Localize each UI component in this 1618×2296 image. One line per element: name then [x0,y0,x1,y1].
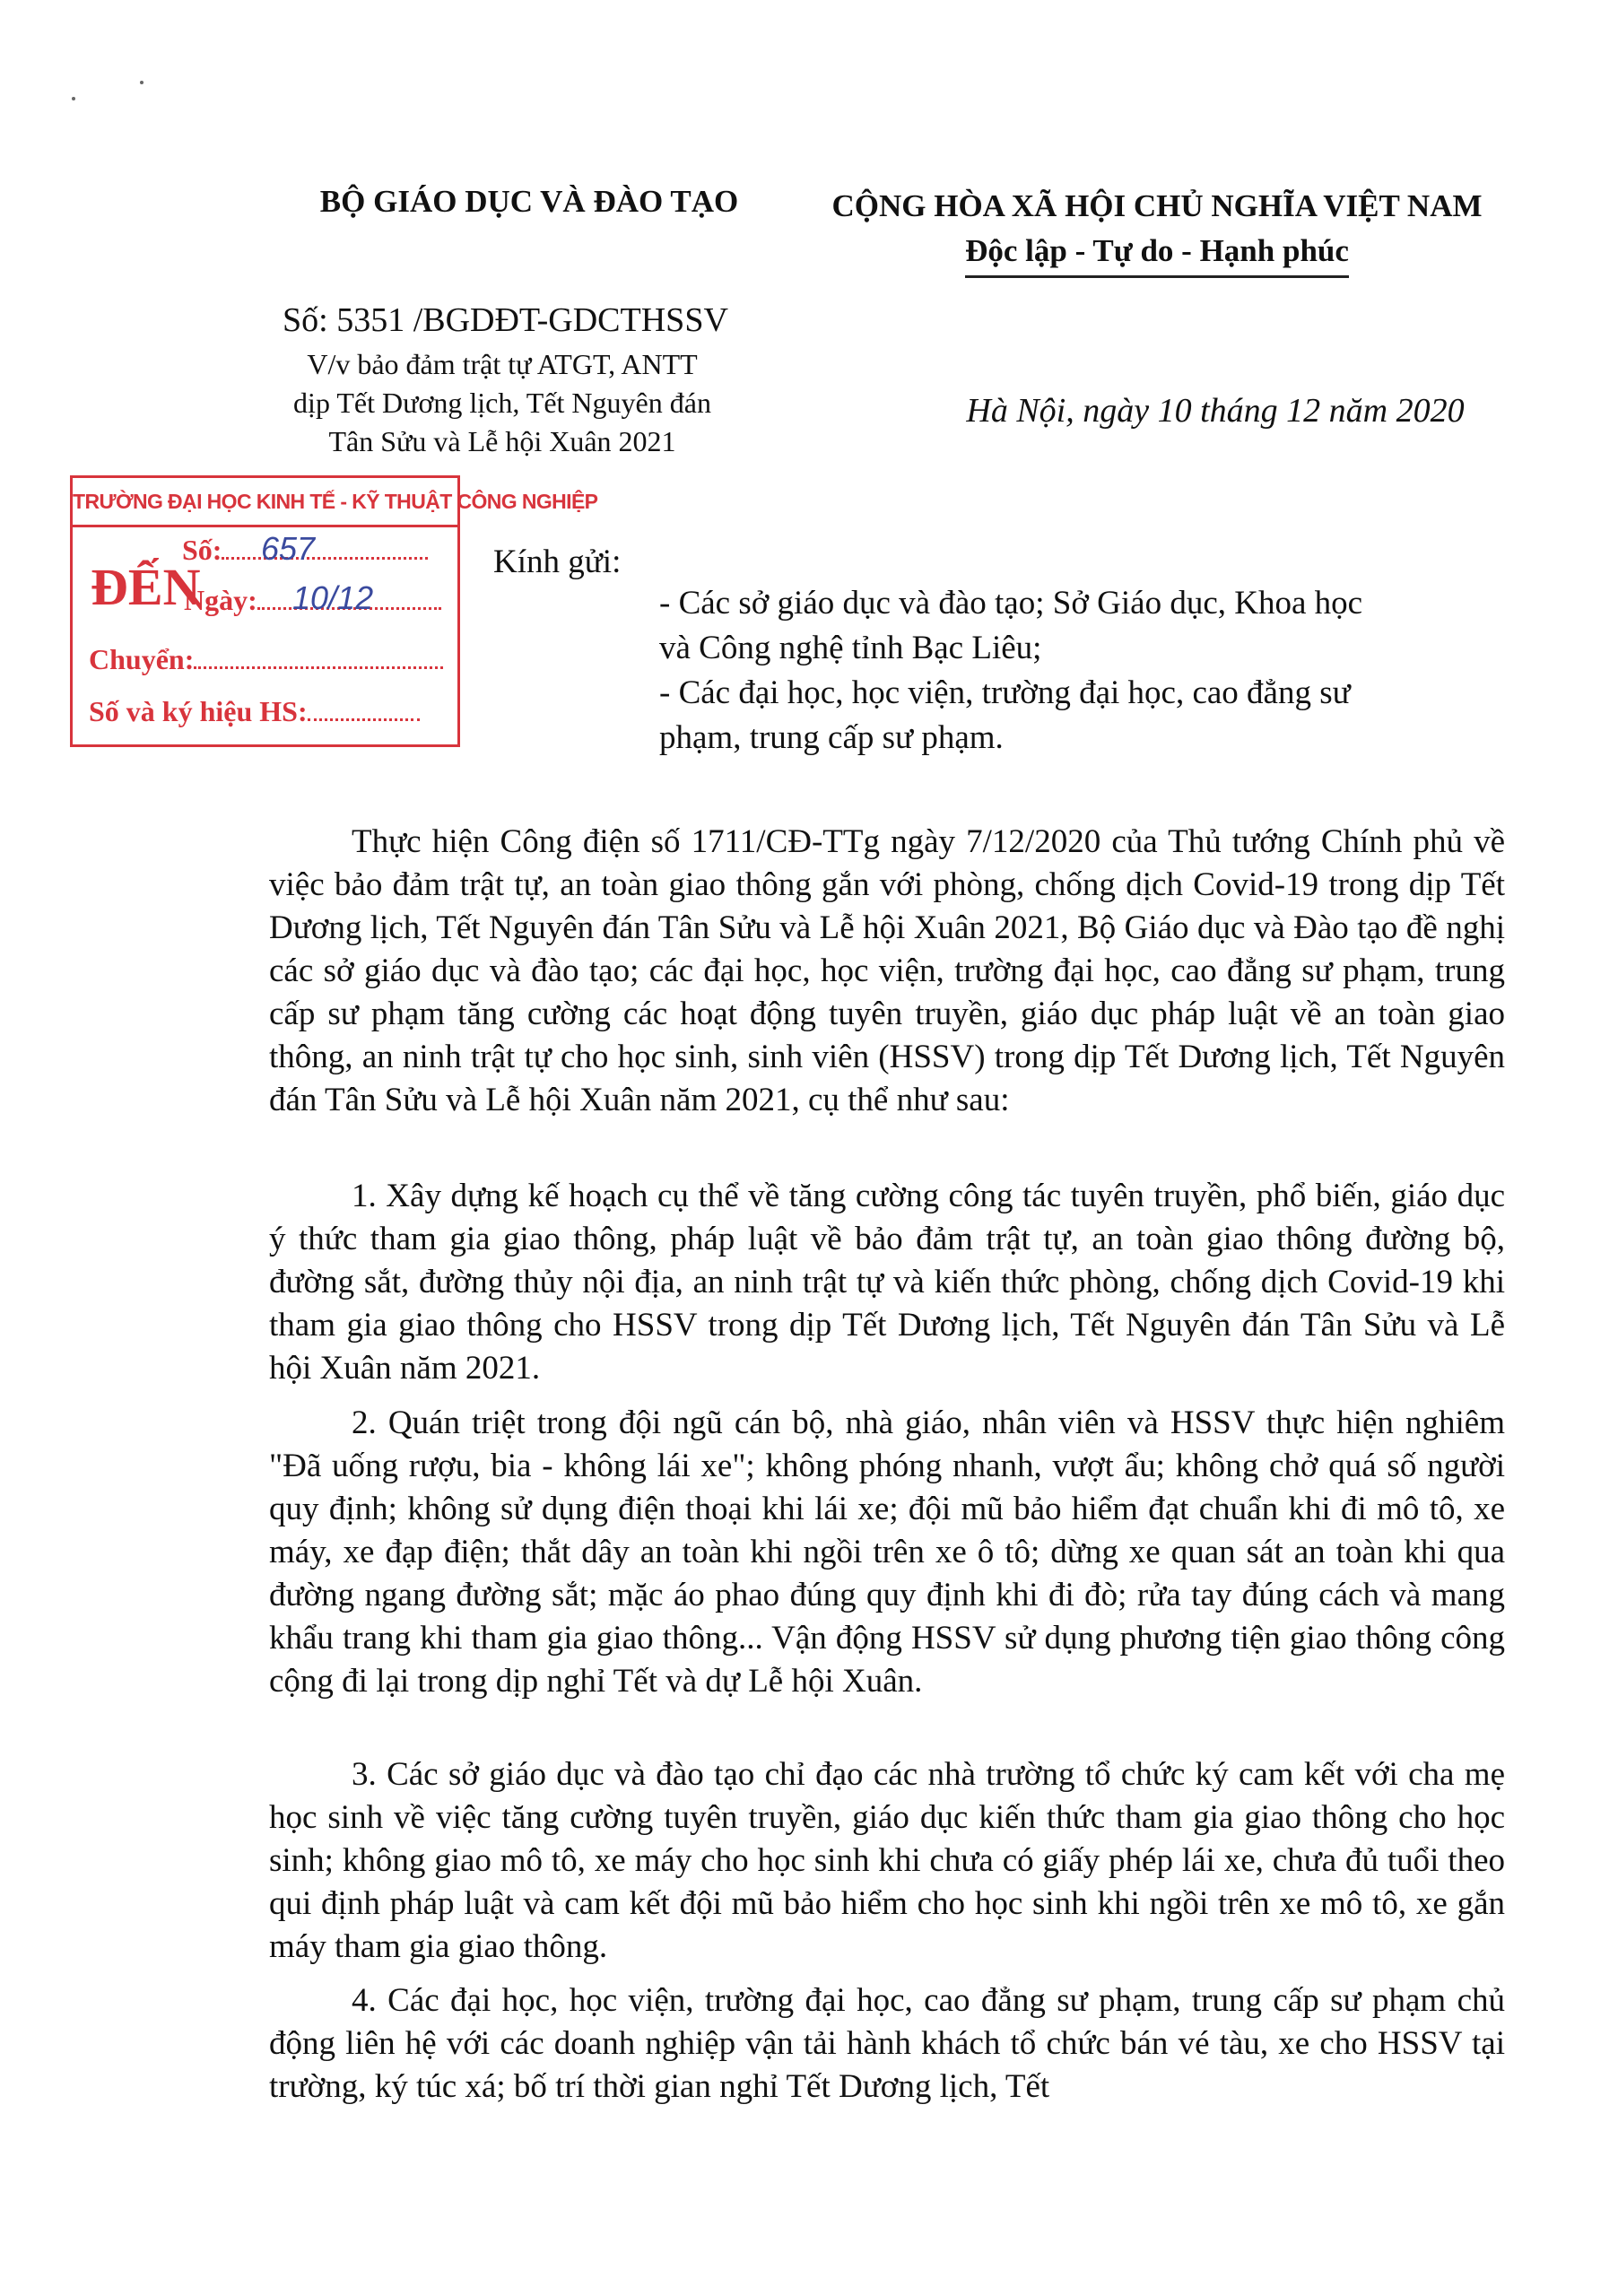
body-paragraph-2 [269,1402,1505,1703]
body-paragraph-4 [269,1979,1505,2109]
paragraph-text: Thực hiện Công điện số 1711/CĐ-TTg ngày 7/12/2020 của Thủ tướng Chính phủ về việc bảo đảm trật tự, an toàn giao thông gắn với phòng, chống dịch Covid-19 trong dịp Tết Dương lịch, Tết Nguyên đán Tân Sửu và Lễ hội Xuân 2021, Bộ Giáo dục và Đào tạo đề nghị các sở giáo dục và đào tạo; các đại học, học viện, trường đại học, cao đẳng sư phạm, trung cấp sư phạm tăng cường các hoạt động tuyên truyền, giáo dục pháp luật về an toàn giao thông, an ninh trật tự cho học sinh, sinh viên (HSSV) trong dịp Tết Dương lịch, Tết Nguyên đán Tân Sửu và Lễ hội Xuân năm 2021, cụ thể như sau: [269,823,1505,1118]
recipient-line: - Các sở giáo dục và đào tạo; Sở Giáo dục, Khoa học [659,585,1363,622]
ministry-name: BỘ GIÁO DỤC VÀ ĐÀO TẠO [319,184,739,219]
scan-speck [72,97,75,100]
stamp-chuyen-label: Chuyển: [89,643,195,675]
body-paragraph-1 [269,1175,1505,1390]
stamp-dotted-line [194,645,443,669]
scan-speck [140,81,144,84]
stamp-dotted-line [308,697,420,721]
document-subject [242,345,762,461]
body-paragraph-3 [269,1753,1505,1969]
paragraph-text: 2. Quán triệt trong đội ngũ cán bộ, nhà giáo, nhân viên và HSSV thực hiện nghiêm "Đã uống rượu, bia - không lái xe"; không phóng nhanh, vượt ẩu; không chở quá số người quy định; không sử dụng điện thoại khi lái xe; đội mũ bảo hiểm đạt chuẩn khi đi mô tô, xe máy, xe đạp điện; thắt dây an toàn khi ngồi trên xe ô tô; dừng xe quan sát an toàn khi qua đường ngang đường sắt; mặc áo phao đúng quy định khi đi đò; rửa tay đúng cách và mang khẩu trang khi tham gia giao thông... Vận động HSSV sử dụng phương tiện giao thông công cộng đi lại trong dịp nghỉ Tết và dự Lễ hội Xuân. [269,1405,1505,1700]
stamp-dotted-line [222,535,428,560]
paragraph-text: 1. Xây dựng kế hoạch cụ thể về tăng cường công tác tuyên truyền, phổ biến, giáo dục ý thức tham gia giao thông, pháp luật về bảo đảm trật tự, an toàn giao thông đường bộ, đường sắt, đường thủy nội địa, an ninh trật tự và kiến thức phòng, chống dịch Covid-19 khi tham gia giao thông cho HSSV trong dịp Tết Dương lịch, Tết Nguyên đán Tân Sửu và Lễ hội Xuân năm 2021. [269,1178,1505,1387]
national-header [812,184,1502,278]
subject-line: Tân Sửu và Lễ hội Xuân 2021 [328,425,676,457]
body-paragraph-intro [269,821,1505,1122]
recipient-line: và Công nghệ tỉnh Bạc Liêu; [659,630,1042,666]
stamp-den-label: ĐẾN [91,558,201,616]
paragraph-text: 4. Các đại học, học viện, trường đại học, cao đẳng sư phạm, trung cấp sư phạm chủ động liên hệ với các doanh nghiệp vận tải hành khách tổ chức bán vé tàu, xe cho HSSV tại trường, ký túc xá; bố trí thời gian nghỉ Tết Dương lịch, Tết [269,1982,1505,2105]
paragraph-text: 3. Các sở giáo dục và đào tạo chỉ đạo các nhà trường tổ chức ký cam kết với cha mẹ học sinh về việc tăng cường tuyên truyền, giáo dục kiến thức tham gia giao thông cho học sinh; không giao mô tô, xe máy cho học sinh khi chưa có giấy phép lái xe, chưa đủ tuổi theo qui định pháp luật và cam kết đội mũ bảo hiểm cho học sinh khi ngồi trên xe mô tô, xe gắn máy tham gia giao thông. [269,1756,1505,1965]
stamp-so-handwritten: 657 [261,530,316,567]
document-number: Số: 5351 /BGDĐT-GDCTHSSV [283,301,728,339]
stamp-hoso-row [89,695,420,728]
recipient-line: - Các đại học, học viện, trường đại học, cao đẳng sư [659,674,1351,711]
national-motto: Độc lập - Tự do - Hạnh phúc [965,229,1349,278]
republic-name: CỘNG HÒA XÃ HỘI CHỦ NGHĨA VIỆT NAM [831,188,1483,223]
place-date: Hà Nội, ngày 10 tháng 12 năm 2020 [966,392,1465,430]
stamp-school-name: TRƯỜNG ĐẠI HỌC KINH TẾ - KỸ THUẬT CÔNG NGHIỆP [73,478,457,527]
recipient-line: phạm, trung cấp sư phạm. [659,719,1004,756]
stamp-hoso-label: Số và ký hiệu HS: [89,695,308,727]
subject-line: dịp Tết Dương lịch, Tết Nguyên đán [293,387,711,419]
stamp-so-label: Số: [182,534,222,566]
subject-line: V/v bảo đảm trật tự ATGT, ANTT [307,348,698,380]
stamp-chuyen-row [89,643,443,676]
stamp-ngay-label: Ngày: [184,584,257,616]
recipients-label: Kính gửi: [493,544,622,580]
stamp-ngay-handwritten: 10/12 [292,579,374,616]
